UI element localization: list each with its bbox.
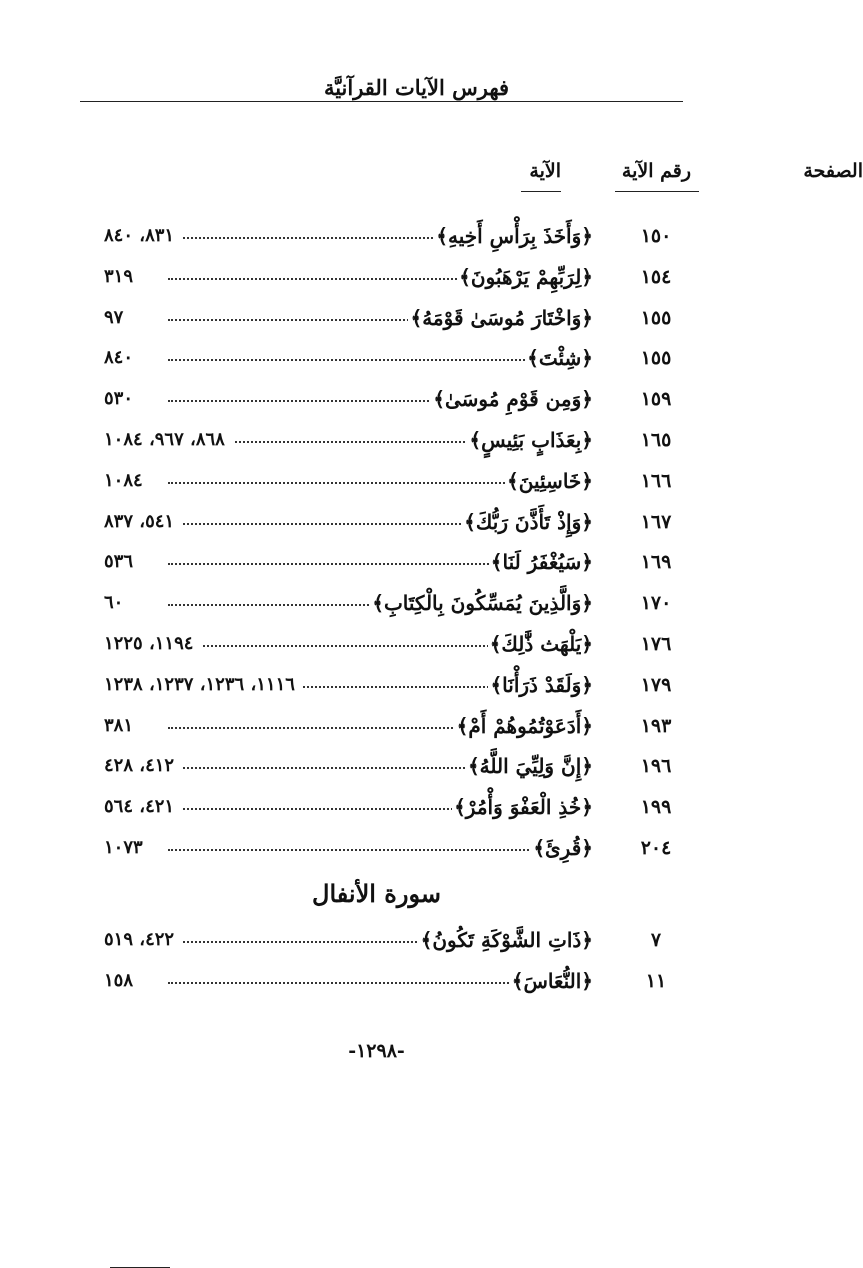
ornate-bracket-close: ﴾ xyxy=(459,264,471,289)
verse-text xyxy=(489,547,593,577)
page-references: ٨٤٠ xyxy=(100,343,141,373)
verse-number: ١٧٠ xyxy=(640,592,672,615)
verse-number: ١٥٠ xyxy=(640,225,672,247)
verse-number: ٢٠٤ xyxy=(640,837,672,859)
ornate-bracket-close: ﴾ xyxy=(467,754,480,779)
page-references: ١١١٦، ١٢٣٦، ١٢٣٧، ١٢٣٨ xyxy=(100,670,303,700)
ornate-bracket-close: ﴾ xyxy=(489,632,502,656)
ornate-bracket-open: ﴿ xyxy=(581,713,593,738)
ornate-bracket-close: ﴾ xyxy=(464,509,476,534)
ornate-bracket-open: ﴿ xyxy=(581,836,593,860)
ornate-bracket-close: ﴾ xyxy=(420,928,433,952)
ornate-bracket-close: ﴾ xyxy=(433,387,445,412)
page-references: ٦٠ xyxy=(100,588,131,618)
page-references: ٤١٢، ٤٢٨ xyxy=(100,751,182,781)
index-row xyxy=(0,466,753,496)
page-references: ٥٣٦ xyxy=(100,547,141,577)
running-title: فهرس الآيات القرآنيَّة xyxy=(323,75,510,100)
verse-text xyxy=(488,629,593,659)
verse-words: قُرِئَ xyxy=(545,836,582,860)
surah-title: سورة الأنفال xyxy=(312,879,441,908)
leader-dots xyxy=(168,359,585,361)
verse-number: ١٧٦ xyxy=(640,633,672,655)
ornate-bracket-open: ﴿ xyxy=(581,509,593,534)
verse-text xyxy=(408,303,593,333)
ornate-bracket-open: ﴿ xyxy=(581,346,593,371)
verse-words: شِئْتَ xyxy=(538,346,582,371)
page-references: ٤٢٢، ٥١٩ xyxy=(100,925,182,955)
index-row xyxy=(0,792,753,822)
ornate-bracket-open: ﴿ xyxy=(581,968,593,993)
index-row xyxy=(0,547,753,577)
ornate-bracket-open: ﴿ xyxy=(581,428,593,452)
ornate-bracket-close: ﴾ xyxy=(527,346,539,371)
column-header-verse-label: الآية xyxy=(529,160,561,182)
index-row xyxy=(0,262,753,292)
ornate-bracket-open: ﴿ xyxy=(581,591,593,616)
ornate-bracket-open: ﴿ xyxy=(581,632,593,656)
verse-number: ١٥٩ xyxy=(640,388,672,411)
verse-text xyxy=(525,343,593,373)
ornate-bracket-open: ﴿ xyxy=(581,305,593,330)
leader-dots xyxy=(168,849,585,851)
verse-number: ١٦٥ xyxy=(640,429,672,451)
ornate-bracket-close: ﴾ xyxy=(533,836,546,860)
page-references: ٣١٩ xyxy=(100,262,141,292)
verse-number: ١٦٩ xyxy=(640,551,672,574)
verse-text xyxy=(419,925,593,955)
ornate-bracket-close: ﴾ xyxy=(436,224,449,248)
verse-words: وَإِذْ تَأَذَّنَ رَبُّكَ xyxy=(475,509,582,534)
ornate-bracket-close: ﴾ xyxy=(490,550,503,575)
verse-text xyxy=(457,262,593,292)
index-row xyxy=(0,966,753,996)
verse-text xyxy=(531,833,593,863)
ornate-bracket-open: ﴿ xyxy=(581,754,593,779)
page-references: ٥٣٠ xyxy=(100,384,141,414)
verse-number: ١٩٣ xyxy=(640,714,672,737)
verse-text xyxy=(488,670,593,700)
verse-number: ١٥٥ xyxy=(640,347,672,370)
verse-text xyxy=(434,221,593,251)
ornate-bracket-close: ﴾ xyxy=(490,672,503,697)
index-row xyxy=(0,425,753,455)
index-row xyxy=(0,303,753,333)
verse-text xyxy=(505,466,593,496)
page-references: ١٠٨٤ xyxy=(100,466,151,496)
index-row xyxy=(0,221,753,251)
verse-text xyxy=(462,507,593,537)
verse-words: وَلَقَدْ ذَرَأْنَا xyxy=(502,672,582,697)
verse-text xyxy=(467,425,593,455)
verse-words: خَاسِئِينَ xyxy=(518,468,582,493)
ornate-bracket-open: ﴿ xyxy=(581,468,593,493)
verse-number: ١٩٩ xyxy=(640,796,672,819)
page-references: ٤٢١، ٥٦٤ xyxy=(100,792,182,822)
index-row xyxy=(0,925,753,955)
ornate-bracket-close: ﴾ xyxy=(454,795,466,820)
verse-text xyxy=(455,711,593,741)
verse-text xyxy=(466,751,593,781)
verse-number: ١٦٧ xyxy=(640,510,672,533)
verse-text xyxy=(510,966,593,996)
index-row xyxy=(0,670,753,700)
ornate-bracket-close: ﴾ xyxy=(507,468,519,493)
ornate-bracket-close: ﴾ xyxy=(456,713,469,738)
verse-text xyxy=(431,384,593,414)
verse-words: النُّعَاسَ xyxy=(523,968,582,993)
ornate-bracket-open: ﴿ xyxy=(581,387,593,412)
page-references: ٣٨١ xyxy=(100,711,141,741)
verse-words: سَيُغْفَرُ لَنَا xyxy=(502,550,582,575)
verse-words: خُذِ الْعَفْوَ وَأْمُرْ xyxy=(465,795,582,820)
index-row xyxy=(0,343,753,373)
verse-number: ١٥٤ xyxy=(640,265,672,288)
ornate-bracket-close: ﴾ xyxy=(469,428,482,452)
verse-words: أَدَعَوْتُمُوهُمْ أَمْ xyxy=(468,713,582,738)
page-number: -١٢٩٨- xyxy=(348,1040,405,1062)
index-row xyxy=(0,507,753,537)
index-row xyxy=(0,833,753,863)
page-references: ١٠٧٣ xyxy=(100,833,151,863)
index-row xyxy=(0,588,753,618)
verse-words: يَلْهَث ذَّٰلِكَ xyxy=(501,632,582,656)
verse-words: بِعَذَابٍ بَئِيسٍ xyxy=(481,428,582,452)
page-references: ٥٤١، ٨٣٧ xyxy=(100,507,182,537)
column-header-number-label: رقم الآية xyxy=(621,160,691,182)
index-row xyxy=(0,629,753,659)
ornate-bracket-open: ﴿ xyxy=(581,672,593,697)
ornate-bracket-close: ﴾ xyxy=(511,968,524,993)
verse-words: وَالَّذِينَ يُمَسِّكُونَ بِالْكِتَابِ xyxy=(383,591,582,616)
verse-words: وَمِن قَوْمِ مُوسَىٰ xyxy=(445,387,582,412)
page-references: ٨٦٨، ٩٦٧، ١٠٨٤ xyxy=(100,425,233,455)
ornate-bracket-open: ﴿ xyxy=(581,550,593,575)
ornate-bracket-open: ﴿ xyxy=(581,224,593,248)
ornate-bracket-open: ﴿ xyxy=(581,264,593,289)
verse-text xyxy=(452,792,593,822)
ornate-bracket-close: ﴾ xyxy=(372,591,384,616)
verse-words: وَاخْتَارَ مُوسَىٰ قَوْمَهُ xyxy=(422,305,582,330)
column-header-page-label: الصفحة xyxy=(803,160,863,182)
verse-text xyxy=(370,588,593,618)
verse-number: ١٩٦ xyxy=(640,755,672,778)
page-references: ٩٧ xyxy=(100,303,131,333)
verse-words: لِرَبِّهِمْ يَرْهَبُونَ xyxy=(470,264,582,289)
page-references: ١٥٨ xyxy=(100,966,141,996)
ornate-bracket-open: ﴿ xyxy=(581,795,593,820)
index-row xyxy=(0,751,753,781)
verse-number: ١٦٦ xyxy=(640,469,672,492)
page-references: ١١٩٤، ١٢٢٥ xyxy=(100,629,201,659)
title-rule xyxy=(80,101,683,102)
index-row xyxy=(0,384,753,414)
verse-words: وَأَخَذَ بِرَأْسِ أَخِيهِ xyxy=(448,224,582,248)
ornate-bracket-open: ﴿ xyxy=(581,928,593,952)
ornate-bracket-close: ﴾ xyxy=(410,305,423,330)
verse-number: ١١ xyxy=(645,969,667,992)
verse-words: ذَاتِ الشَّوْكَةِ تَكُونُ xyxy=(432,928,582,952)
index-row xyxy=(0,711,753,741)
verse-number: ٧ xyxy=(650,929,662,951)
verse-words: إِنَّ وَلِيِّيَ اللَّهُ xyxy=(479,754,582,779)
verse-number: ١٧٩ xyxy=(640,673,672,696)
verse-number: ١٥٥ xyxy=(640,306,672,329)
page-references: ٨٣١، ٨٤٠ xyxy=(100,221,182,251)
